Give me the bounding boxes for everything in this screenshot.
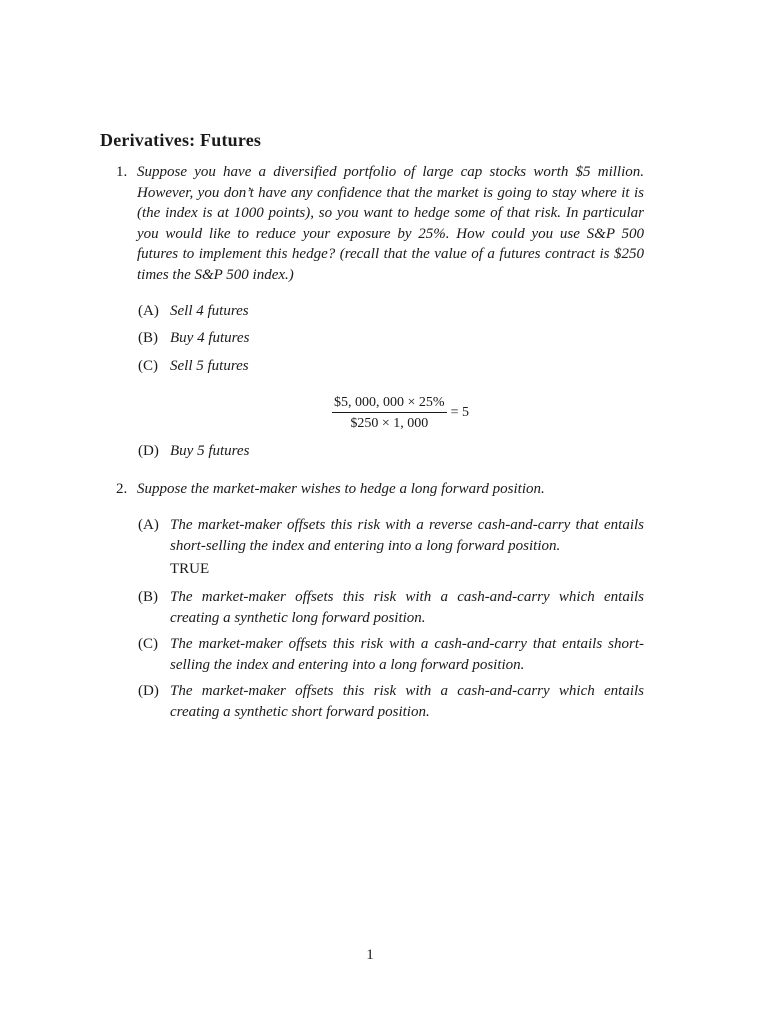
question-text: Suppose you have a diversified portfolio of large cap stocks worth $5 million. However, you don’t have any confidence that the market is going to stay where it is (the index is at 1000 points), so you want to hedge some of that risk. In particular you would like to reduce your exposure by 25%. How could you use S&P 500 futures to implement this hedge? (recall that the value of a futures contract is $250 times the S&P 500 index.) [137, 164, 644, 283]
question-number: 1. [116, 164, 128, 180]
formula-result: = 5 [450, 405, 469, 420]
answer-formula [332, 394, 469, 432]
option-1d [138, 441, 644, 462]
option-letter: (D) [138, 683, 159, 699]
option-text: Sell 4 futures [170, 303, 249, 319]
option-text: The market-maker offsets this risk with a reverse cash-and-carry that entails short-selling the index and entering into a long forward position. [170, 517, 644, 554]
option-letter: (B) [138, 589, 158, 605]
question-2-options [138, 515, 644, 580]
question-1-options [138, 301, 644, 322]
option-1b [138, 328, 644, 349]
option-2b [138, 587, 644, 628]
option-text: Buy 5 futures [170, 443, 250, 459]
option-text: The market-maker offsets this risk with a cash-and-carry which entails creating a synthetic short forward position. [170, 683, 644, 720]
option-text: The market-maker offsets this risk with a cash-and-carry which entails creating a synthetic long forward position. [170, 589, 644, 626]
option-letter: (A) [138, 517, 159, 533]
question-2-options [138, 634, 644, 675]
answer-marker: TRUE [170, 561, 210, 577]
option-1a [138, 301, 644, 322]
option-text: Sell 5 futures [170, 358, 249, 374]
section-title: Derivatives: Futures [100, 130, 262, 150]
question-number: 2. [116, 481, 128, 497]
question-1-options [138, 441, 644, 462]
option-letter: (A) [138, 303, 159, 319]
option-2a [138, 515, 644, 580]
fraction-denominator: $250 × 1, 000 [350, 416, 429, 431]
question-text: Suppose the market-maker wishes to hedge a long forward position. [137, 481, 545, 497]
question-1-options [138, 356, 644, 377]
option-text: The market-maker offsets this risk with a cash-and-carry that entails short-selling the index and entering into a long forward position. [170, 636, 644, 673]
option-letter: (D) [138, 443, 159, 459]
question-2-options [138, 587, 644, 628]
question-1-options [138, 328, 644, 349]
option-letter: (C) [138, 358, 158, 374]
question-1 [116, 162, 644, 285]
question-2-options [138, 681, 644, 722]
option-2c [138, 634, 644, 675]
option-1c [138, 356, 644, 377]
fraction [332, 394, 447, 432]
page-number: 1 [366, 947, 374, 963]
option-letter: (C) [138, 636, 158, 652]
fraction-numerator: $5, 000, 000 × 25% [334, 395, 445, 410]
option-2d [138, 681, 644, 722]
option-text: Buy 4 futures [170, 330, 250, 346]
question-2 [116, 479, 644, 500]
option-letter: (B) [138, 330, 158, 346]
